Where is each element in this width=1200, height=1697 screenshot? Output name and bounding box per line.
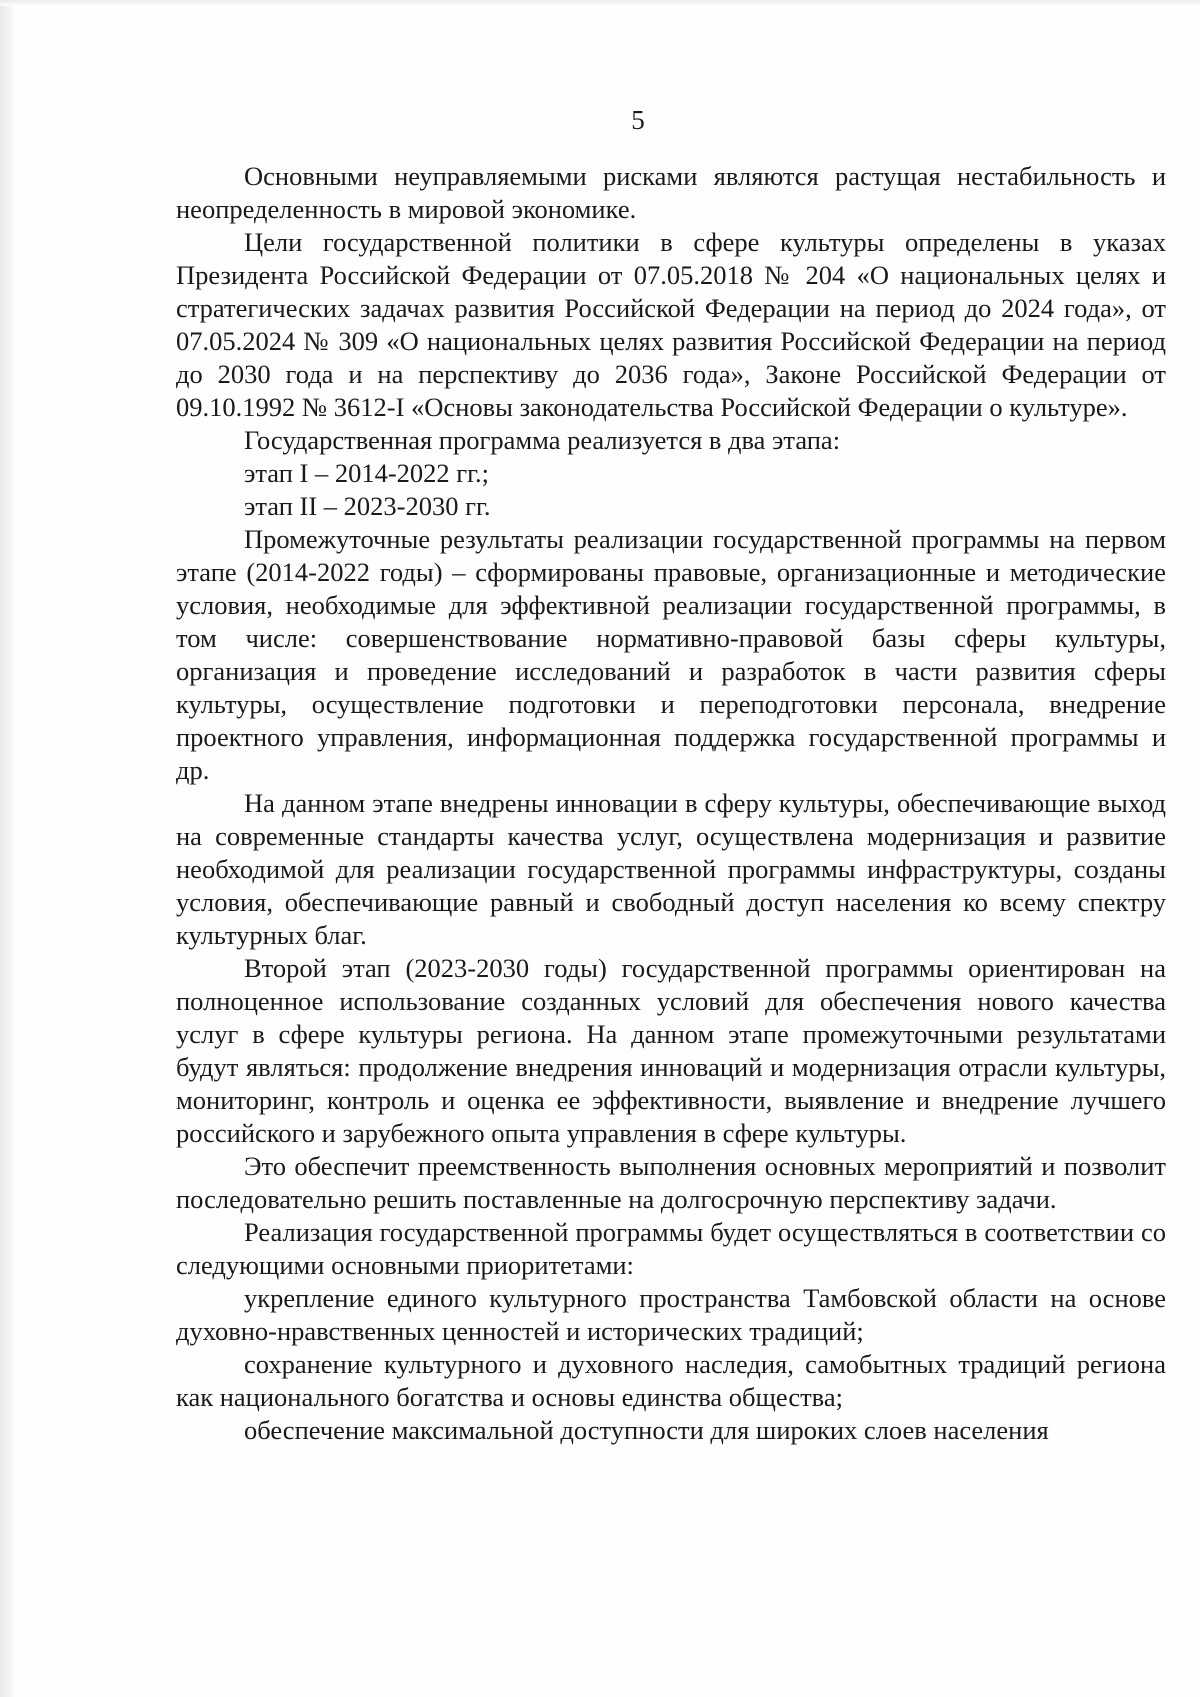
paragraph-priority-unity: укрепление единого культурного пространства Тамбовской области на основе духовно-нравственных ценностей и исторических традиций; <box>176 1283 1166 1346</box>
paragraph-stage-1: этап I – 2014-2022 гг.; <box>244 458 490 488</box>
paragraph-innovations: На данном этапе внедрены инновации в сферу культуры, обеспечивающие выход на современные стандарты качества услуг, осуществлена модернизация и развитие необходимой для реализации государственной программы инфраструктуры, созданы условия, обеспечивающие равный и свободный доступ населения ко всему спектру культурных благ. <box>176 788 1166 950</box>
paragraph-policy-goals: Цели государственной политики в сфере культуры определены в указах Президента Российской Федерации от 07.05.2018 № 204 «О национальных целях и стратегических задачах развития Российской Федерации на период до 2024 года», от 07.05.2024 № 309 «О национальных целях развития Российской Федерации на период до 2030 года и на перспективу до 2036 года», Законе Российской Федерации от 09.10.1992 № 3612-I «Основы законодательства Российской Федерации о культуре». <box>176 227 1166 422</box>
scan-shadow-top <box>0 0 1200 6</box>
paragraph-priority-access: обеспечение максимальной доступности для широких слоев населения <box>244 1415 1049 1445</box>
paragraph-stage-2: этап II – 2023-2030 гг. <box>244 491 491 521</box>
scan-shadow-left <box>0 0 14 1697</box>
paragraph-priority-heritage: сохранение культурного и духовного наследия, самобытных традиций региона как национального богатства и основы единства общества; <box>176 1349 1166 1412</box>
paragraph-second-stage: Второй этап (2023-2030 годы) государственной программы ориентирован на полноценное использование созданных условий для обеспечения нового качества услуг в сфере культуры региона. На данном этапе промежуточными результатами будут являться: продолжение внедрения инноваций и модернизация отрасли культуры, мониторинг, контроль и оценка ее эффективности, выявление и внедрение лучшего российского и зарубежного опыта управления в сфере культуры. <box>176 953 1166 1148</box>
body-text <box>176 160 1166 1447</box>
paragraph-stages-intro: Государственная программа реализуется в два этапа: <box>244 425 841 455</box>
paragraph-risks: Основными неуправляемыми рисками являются растущая нестабильность и неопределенность в мировой экономике. <box>176 161 1166 224</box>
paragraph-priorities-intro: Реализация государственной программы будет осуществляться в соответствии со следующими основными приоритетами: <box>176 1217 1166 1280</box>
paragraph-first-stage-results: Промежуточные результаты реализации государственной программы на первом этапе (2014-2022 годы) – сформированы правовые, организационные и методические условия, необходимые для эффективной реализации государственной программы, в том числе: совершенствование нормативно-правовой базы сферы культуры, организация и проведение исследований и разработок в части развития сферы культуры, осуществление подготовки и переподготовки персонала, внедрение проектного управления, информационная поддержка государственной программы и др. <box>176 524 1166 785</box>
paragraph-continuity: Это обеспечит преемственность выполнения основных мероприятий и позволит последовательно решить поставленные на долгосрочную перспективу задачи. <box>176 1151 1166 1214</box>
page-number: 5 <box>631 105 645 135</box>
